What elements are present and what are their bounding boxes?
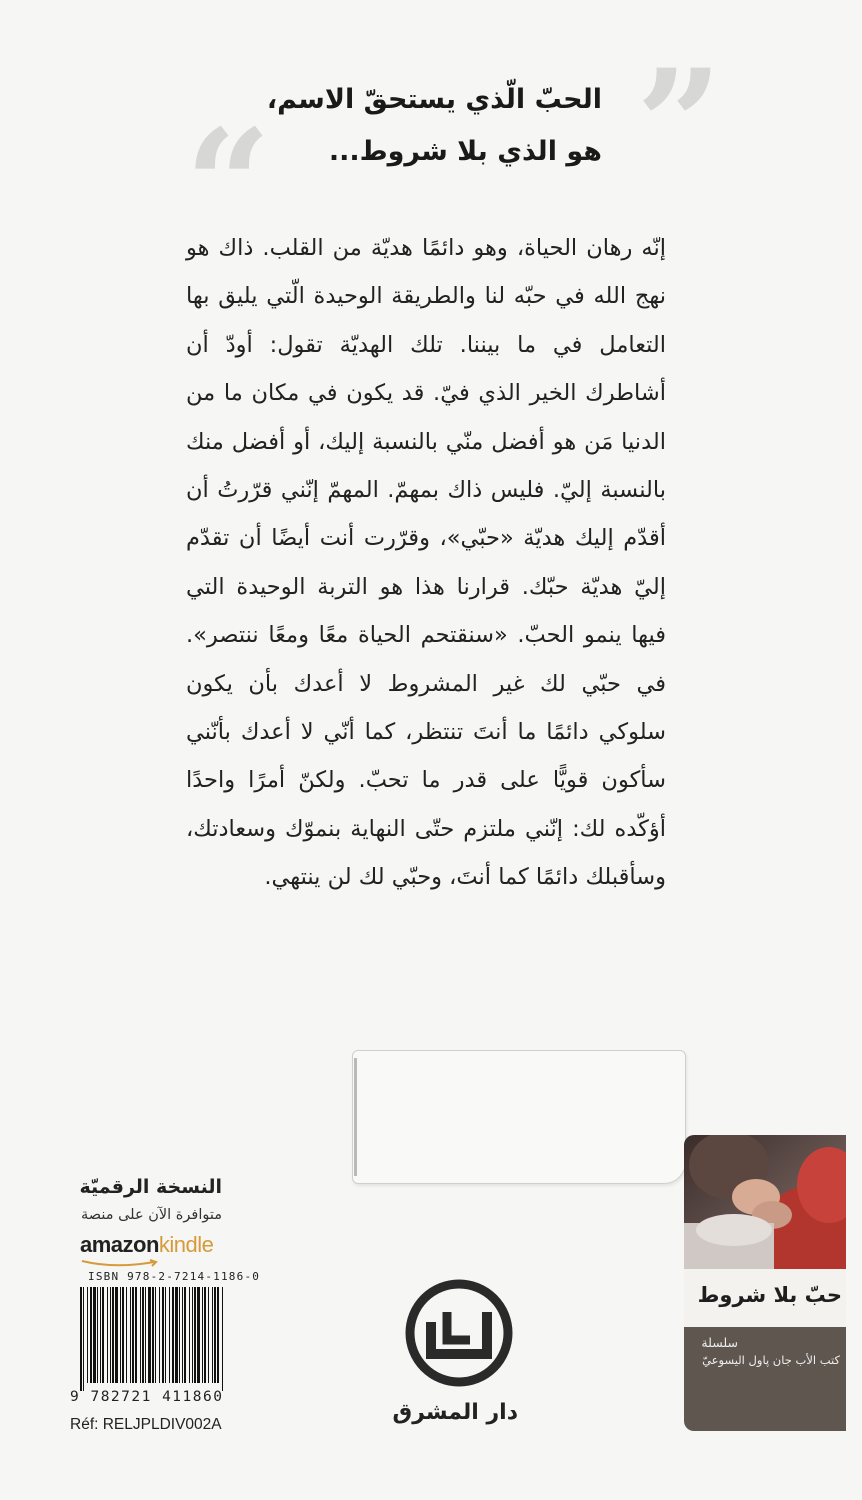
barcode-bar xyxy=(115,1287,118,1383)
barcode-bar xyxy=(159,1287,160,1383)
barcode-bar xyxy=(102,1287,104,1383)
tagline-line-2: هو الذي بلا شروط... xyxy=(328,136,602,167)
barcode-bar xyxy=(126,1287,127,1383)
barcode-icon xyxy=(78,1287,228,1391)
barcode-bar xyxy=(184,1287,186,1383)
closing-quote-mark: ” xyxy=(636,37,723,213)
barcode-bar xyxy=(107,1287,108,1383)
barcode-bar xyxy=(172,1287,174,1383)
barcode-bar xyxy=(100,1287,101,1383)
digital-edition-subtitle: متوافرة الآن على منصة xyxy=(81,1207,222,1223)
sticker-edge xyxy=(354,1058,357,1176)
reference-code: Réf: RELJPLDIV002A xyxy=(70,1416,222,1433)
barcode-bar xyxy=(122,1287,124,1383)
barcode-bar xyxy=(179,1287,180,1383)
barcode-bar xyxy=(152,1287,154,1383)
barcode-bar xyxy=(208,1287,209,1383)
barcode-bar xyxy=(80,1287,82,1391)
thumbnail-series-name: كتب الأب جان پاول اليسوعيّ xyxy=(702,1353,840,1367)
barcode-bar xyxy=(112,1287,114,1383)
barcode-bar xyxy=(192,1287,193,1383)
back-cover-text: إنّه رهان الحياة، وهو دائمًا هديّة من القلب. ذاك هو نهج الله في حبّه لنا والطريقة الوحيدة الّتي يليق بها التعامل في ما بيننا. تلك الهديّة تقول: أودّ أن أشاطرك الخير الذي فيّ. قد يكون في مكان ما من الدنيا مَن هو أفضل منّي بالنسبة إليك، أو أفضل منك بالنسبة إليّ. فليس ذاك بمهمّ. المهمّ إنّني قرّرتُ أن أقدّم إليك هديّة «حبّي»، وقرّرت أنت أيضًا أن تقدّم إليّ هديّة حبّك. قرارنا هذا هو التربة الوحيدة التي فيها ينمو الحبّ. «سنقتحم الحياة معًا ومعًا ننتصر». في حبّي لك غير المشروط لا أعدك بأن يكون سلوكي دائمًا ما أنتَ تنتظر، كما أنّي لا أعدك بأنّني سأكون قويًّا على قدر ما تحبّ. ولكنّ أمرًا واحدًا أؤكّده لك: إنّني ملتزم حتّى النهاية بنموّك وسعادتك، وسأقبلك دائمًا كما أنتَ، وحبّي لك لن ينتهي. xyxy=(186,235,666,891)
barcode-bar xyxy=(132,1287,134,1383)
barcode-bar xyxy=(155,1287,156,1383)
barcode-bar xyxy=(93,1287,96,1383)
amazon-wordmark: amazon xyxy=(80,1232,159,1257)
barcode-bar xyxy=(165,1287,166,1383)
digital-edition-title: النسخة الرقميّة xyxy=(79,1176,222,1198)
barcode-bar xyxy=(204,1287,206,1383)
barcode-bar xyxy=(212,1287,213,1383)
thumbnail-series-label: سلسلة xyxy=(701,1335,738,1350)
publisher-logo-icon xyxy=(404,1278,514,1388)
barcode-bar xyxy=(222,1287,223,1391)
barcode-bar xyxy=(202,1287,203,1383)
barcode-bar xyxy=(140,1287,141,1383)
barcode-bar xyxy=(110,1287,111,1383)
publisher-name: دار المشرق xyxy=(392,1400,518,1425)
barcode-bar xyxy=(83,1287,84,1391)
opening-quote-mark: “ xyxy=(185,97,272,273)
barcode-bar xyxy=(162,1287,164,1383)
barcode-bar xyxy=(145,1287,146,1383)
barcode-digits: 9 782721 411860 xyxy=(70,1389,224,1405)
barcode-bar xyxy=(148,1287,151,1383)
price-sticker xyxy=(352,1050,686,1184)
barcode-bar xyxy=(169,1287,170,1383)
barcode-bar xyxy=(97,1287,98,1383)
amazon-smile-icon xyxy=(80,1258,166,1268)
book-cover-thumbnail xyxy=(684,1135,846,1431)
barcode-bar xyxy=(182,1287,183,1383)
kindle-wordmark: kindle xyxy=(158,1232,214,1257)
barcode-bar xyxy=(90,1287,92,1383)
barcode-bar xyxy=(175,1287,178,1383)
barcode-bar xyxy=(214,1287,216,1383)
isbn-label: ISBN 978-2-7214-1186-0 xyxy=(88,1270,261,1283)
barcode-bar xyxy=(120,1287,121,1383)
thumbnail-title: حبّ بلا شروط xyxy=(697,1283,842,1307)
cover-photo-icon xyxy=(684,1135,846,1269)
barcode-bar xyxy=(142,1287,144,1383)
barcode-bar xyxy=(217,1287,219,1383)
barcode-bar xyxy=(135,1287,137,1383)
tagline-line-1: الحبّ الّذي يستحقّ الاسم، xyxy=(266,84,602,115)
barcode-bar xyxy=(87,1287,88,1383)
barcode-bar xyxy=(130,1287,131,1383)
amazon-kindle-logo xyxy=(80,1232,213,1258)
barcode-bar xyxy=(194,1287,196,1383)
barcode-bar xyxy=(189,1287,190,1383)
barcode-bar xyxy=(197,1287,200,1383)
